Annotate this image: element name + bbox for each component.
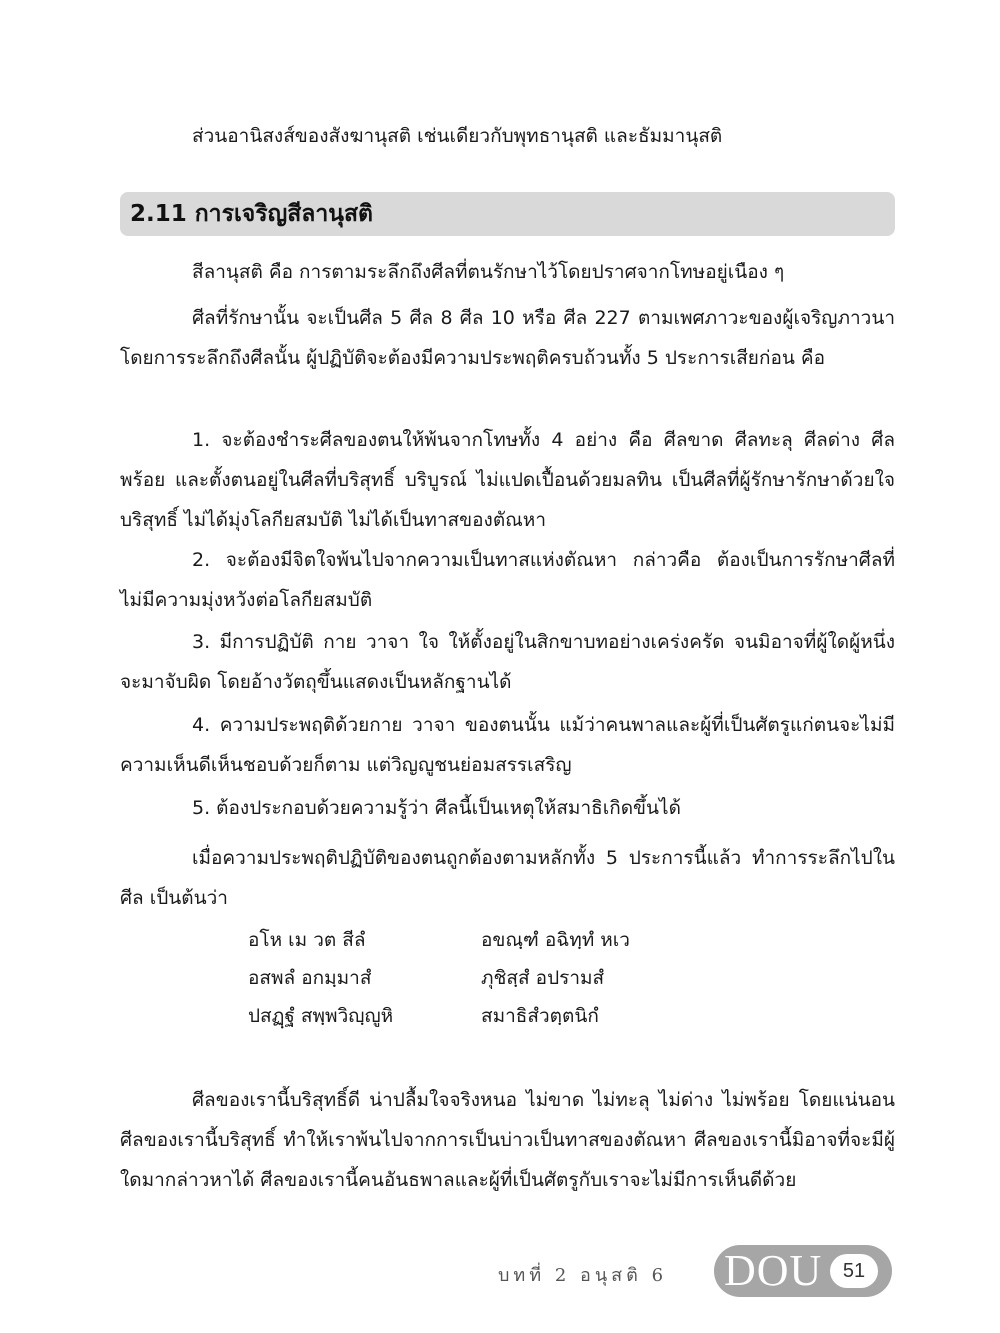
list-item-3: 3. มีการปฏิบัติ กาย วาจา ใจ ให้ตั้งอยู่ในสิกขาบทอย่างเคร่งครัด จนมิอาจที่ผู้ใดผู้หนึ่งจะมาจับผิด โดยอ้างวัตถุขึ้นแสดงเป็นหลักฐานได้ [120,631,895,693]
verse-left: อโห เม วต สีลํ [248,929,366,951]
paragraph-definition: สีลานุสติ คือ การตามระลึกถึงศีลที่ตนรักษาไว้โดยปราศจากโทษอยู่เนือง ๆ [192,261,785,283]
list-item-2: 2. จะต้องมีจิตใจพ้นไปจากความเป็นทาสแห่งตัณหา กล่าวคือ ต้องเป็นการรักษาศีลที่ไม่มีความมุ่งหวังต่อโลกียสมบัติ [120,549,895,611]
paragraph-reflection: ศีลของเรานี้บริสุทธิ์ดี น่าปลื้มใจจริงหนอ ไม่ขาด ไม่ทะลุ ไม่ด่าง ไม่พร้อย โดยแน่นอน ศีลของเรานี้บริสุทธิ์ ทำให้เราพ้นไปจากการเป็นบ่าวเป็นทาสของตัณหา ศีลของเรานี้มิอาจที่จะมีผู้ใดมากล่าวหาได้ ศีลของเรานี้คนอันธพาลและผู้ที่เป็นศัตรูกับเราจะไม่มีการเห็นดีด้วย [120,1089,895,1191]
dou-logo: DOU [724,1246,823,1295]
list-item-1: 1. จะต้องชำระศีลของตนให้พ้นจากโทษทั้ง 4 อย่าง คือ ศีลขาด ศีลทะลุ ศีลด่าง ศีลพร้อย และตั้งตนอยู่ในศีลที่บริสุทธิ์ บริบูรณ์ ไม่แปดเปื้อนด้วยมลทิน เป็นศีลที่ผู้รักษารักษาด้วยใจบริสุทธิ์ ไม่ได้มุ่งโลกียสมบัติ ไม่ได้เป็นทาสของตัณหา [120,429,895,531]
list-item-4: 4. ความประพฤติด้วยกาย วาจา ของตนนั้น แม้ว่าคนพาลและผู้ที่เป็นศัตรูแก่ตนจะไม่มีความเห็นดีเห็นชอบด้วยก็ตาม แต่วิญญูชนย่อมสรรเสริญ [120,714,895,776]
footer-chapter-title: บทที่ 2 อนุสติ 6 [498,1265,668,1286]
verse-left: ปสฏฺฐํ สพฺพวิญฺญูหิ [248,1005,394,1027]
verse-left: อสพลํ อกมฺมาสํ [248,967,372,989]
intro-line: ส่วนอานิสงส์ของสังฆานุสติ เช่นเดียวกับพุทธานุสติ และธัมมานุสติ [192,125,723,147]
verse-right: ภุชิสฺสํ อปรามสํ [481,967,605,989]
paragraph-precepts: ศีลที่รักษานั้น จะเป็นศีล 5 ศีล 8 ศีล 10 หรือ ศีล 227 ตามเพศภาวะของผู้เจริญภาวนา โดยการระลึกถึงศีลนั้น ผู้ปฏิบัติจะต้องมีความประพฤติครบถ้วนทั้ง 5 ประการเสียก่อน คือ [120,307,895,369]
page-number: 51 [830,1254,878,1288]
paragraph-when-complete: เมื่อความประพฤติปฏิบัติของตนถูกต้องตามหลักทั้ง 5 ประการนี้แล้ว ทำการระลึกไปในศีล เป็นต้นว่า [120,847,895,909]
list-item-5: 5. ต้องประกอบด้วยความรู้ว่า ศีลนี้เป็นเหตุให้สมาธิเกิดขึ้นได้ [192,797,681,819]
verse-right: สมาธิสํวตฺตนิกํ [481,1005,599,1027]
verse-right: อขณฺฑํ อฉิทฺทํ หเว [481,929,630,951]
section-title: 2.11 การเจริญสีลานุสติ [130,201,373,227]
